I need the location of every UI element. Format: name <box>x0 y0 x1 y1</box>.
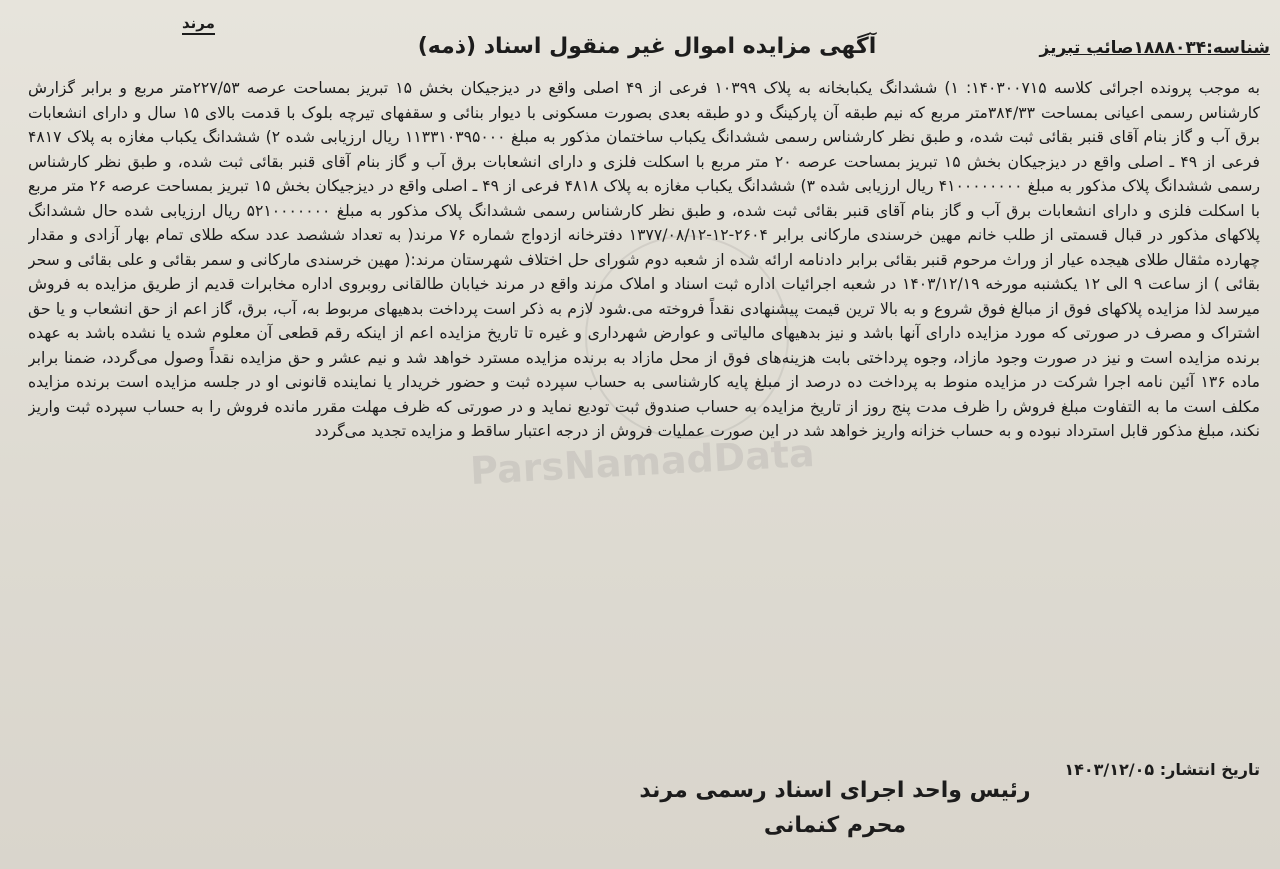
notice-title: آگهی مزایده اموال غیر منقول اسناد (ذمه) <box>417 34 877 59</box>
notice-header <box>24 34 1270 66</box>
signature-block <box>625 774 1045 844</box>
signature-title: رئیس واحد اجرای اسناد رسمی مرند <box>639 778 1031 803</box>
notice-body: به موجب پرونده اجرائی کلاسه ۱۴۰۳۰۰۷۱۵: ۱) ششدانگ یکبابخانه به پلاک ۱۰۳۹۹ فرعی از ۴۹ اصلی واقع در دیزجیکان بخش ۱۵ تبریز بمساحت عرصه ۲۲۷/۵۳متر مربع و برابر گزارش کارشناس رسمی اعیانی بمساحت ۳۸۴/۳۳متر مربع که نیم طبقه آن پارکینگ و دو طبقه بعدی بصورت مسکونی با دیوار بنائی و سقفهای تیرچه بلوک با قدمت بالای ۱۵ سال و دارای انشعابات برق آب و گاز بنام آقای قنبر بقائی ثبت شده، و طبق نظر کارشناس رسمی ششدانگ یکباب ساختمان مذکور به مبلغ ۱۱۳۳۱۰۳۹۵۰۰۰ ریال ارزیابی شده ۲) ششدانگ یکباب مغازه به پلاک ۴۸۱۷ فرعی از ۴۹ ـ اصلی واقع در دیزجیکان بخش ۱۵ تبریز بمساحت عرصه ۲۰ متر مربع با اسکلت فلزی و دارای انشعابات برق آب و گاز بنام آقای قنبر بقائی ثبت شده، و طبق نظر کارشناس رسمی ششدانگ پلاک مذکور به مبلغ ۴۱۰۰۰۰۰۰۰۰ ریال ارزیابی شده ۳) ششدانگ یکباب مغازه به پلاک ۴۸۱۸ فرعی از ۴۹ ـ اصلی واقع در دیزجیکان بخش ۱۵ تبریز بمساحت عرصه ۲۶ متر مربع با اسکلت فلزی و دارای انشعابات برق آب و گاز بنام آقای قنبر بقائی ثبت شده، و طبق نظر کارشناس رسمی ششدانگ پلاک مذکور به مبلغ ۵۲۱۰۰۰۰۰۰۰ ریال ارزیابی شده حال ششدانگ پلاکهای مذکور در قبال قسمتی از طلب خانم مهین خرسندی مارکانی برابر ۲۶۰۴-۱۲-۱۳۷۷/۰۸/۱۲ دفترخانه ازدواج شماره ۷۶ مرند( به تعداد ششصد عدد سکه طلای تمام بهار آزادی و مقدار چهارده مثقال طلای هیجده عیار از وراث مرحوم قنبر بقائی برابر دادنامه ارائه شده از شعبه دوم شورای حل اختلاف شهرستان مرند:( مهین خرسندی مارکانی و سمر بقائی و علی بقائی و سحر بقائی ) از ساعت ۹ الی ۱۲ یکشنبه مورخه ۱۴۰۳/۱۲/۱۹ در شعبه اجرائیات اداره ثبت اسناد و املاک مرند واقع در مرند خیابان طالقانی روبروی اداره مخابرات قدیم از طریق مزایده به فروش میرسد لذا مزایده پلاکهای فوق از مبالغ فوق شروع و به بالا ترین قیمت پیشنهادی نقداً فروخته می.شود لازم به ذکر است پرداخت بدهیهای مربوط به، آب، برق، گاز اعم از حق انشعاب و یا حق اشتراک و مصرف در صورتی که مورد مزایده دارای آنها باشد و نیز بدهیهای مالیاتی و عوارض شهرداری و غیره تا تاریخ مزایده اعم از اینکه رقم قطعی آن معلوم شده یا نشده باشد به عهده برنده مزایده است و نیز در صورت وجود مازاد، وجوه پرداختی بابت هزینه‌های فوق از محل مازاد به برنده مزایده مسترد خواهد شد و نیم عشر و حق مزایده نقداً وصول می‌گردد، ضمنا برابر ماده ۱۳۶ آئین نامه اجرا شرکت در مزایده منوط به پرداخت ده درصد از مبلغ پایه کارشناسی به حساب سپرده ثبت و حضور خریدار یا نماینده قانونی او در جلسه مزایده است برنده مزایده مکلف است ما به التفاوت مبلغ فروش را ظرف مدت پنج روز از تاریخ مزایده به حساب صندوق ثبت تودیع نماید و در صورتی که ظرف مهلت مقرر مانده فروش را به حساب سپرده ثبت واریز نکند، مبلغ مذکور قابل استرداد نبوده و به حساب خزانه واریز خواهد شد در این صورت عملیات فروش از درجه اعتبار ساقط و مزایده تجدید می‌گردد <box>28 79 1260 440</box>
registration-id: شناسه:۱۸۸۸۰۳۴صائب تبریز <box>1039 38 1270 58</box>
city-label: مرند <box>182 14 215 35</box>
watermark: ParsNamadData <box>469 431 816 493</box>
publish-date: تاریخ انتشار: ۱۴۰۳/۱۲/۰۵ <box>1064 760 1260 779</box>
signature-name: محرم کنمانی <box>763 813 907 838</box>
